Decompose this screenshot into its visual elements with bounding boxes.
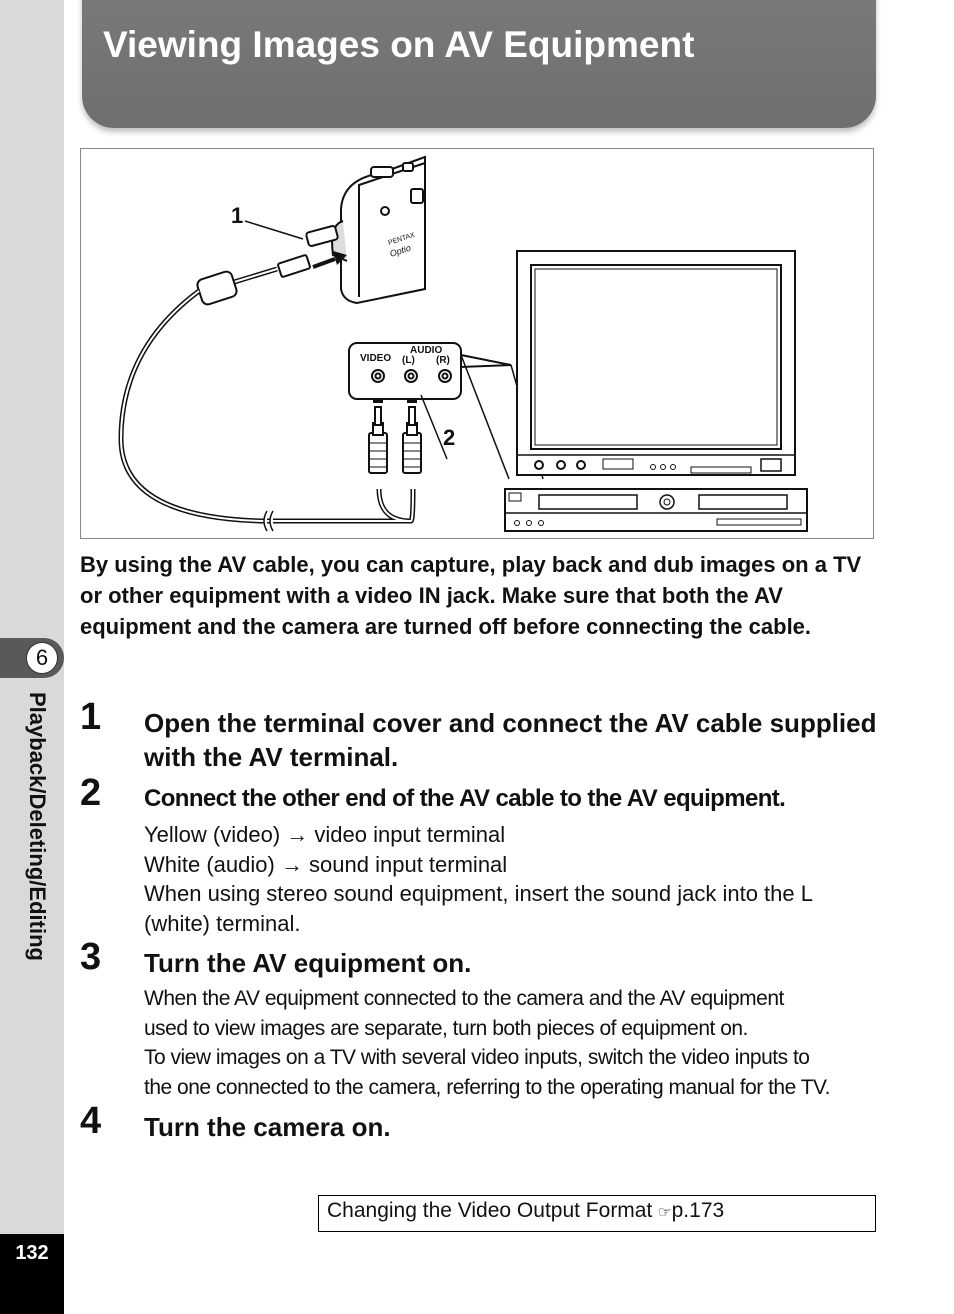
step-1-title: Open the terminal cover and connect the AV cable supplied with the AV terminal. (144, 708, 877, 772)
connection-illustration (80, 148, 874, 539)
reference-page[interactable]: p.173 (671, 1199, 725, 1222)
step-2-line-1: Yellow (video) → video input terminal (144, 822, 506, 847)
callout-1: 1 (231, 203, 244, 228)
page-number: 132 (15, 1242, 49, 1264)
jack-label-video: VIDEO (360, 353, 392, 364)
connection-diagram-svg (81, 149, 875, 540)
step-3-number: 3 (80, 936, 102, 978)
step-4-title: Turn the camera on. (144, 1112, 391, 1142)
cross-reference-box (318, 1195, 876, 1232)
tv-icon (517, 251, 795, 475)
chapter-title: Playback/Deleting/Editing (25, 692, 50, 961)
reference-text: Changing the Video Output Format (327, 1199, 653, 1222)
callout-1-leader (245, 221, 303, 239)
step-2-line-2: White (audio) → sound input terminal (144, 852, 508, 877)
rca-plugs (369, 407, 421, 473)
step-3-line-4: the one connected to the camera, referring to the operating manual for the TV. (144, 1076, 830, 1099)
svg-text:Optio: Optio (388, 242, 413, 259)
vcr-icon (505, 489, 807, 531)
step-3-line-3: To view images on a TV with several video inputs, switch the video inputs to (144, 1046, 810, 1069)
callout-2: 2 (443, 425, 456, 450)
page-title: Viewing Images on AV Equipment (103, 24, 695, 65)
jack-label-right: (R) (436, 355, 450, 366)
camera-icon (306, 157, 425, 303)
step-2-number: 2 (80, 772, 102, 814)
svg-text:PENTAX: PENTAX (387, 231, 416, 247)
step-1-number: 1 (80, 696, 102, 738)
av-cable (121, 291, 413, 521)
step-2-line-3: When using stereo sound equipment, insert the sound jack into the L (white) terminal. (144, 881, 813, 936)
pointing-hand-icon: ☞ (658, 1204, 672, 1221)
av-plug (196, 255, 311, 306)
jack-label-audio: AUDIO (410, 345, 443, 356)
chapter-number: 6 (26, 642, 58, 674)
step-3-line-1: When the AV equipment connected to the camera and the AV equipment (144, 987, 784, 1010)
chapter-tab (0, 638, 64, 678)
step-3-line-2: used to view images are separate, turn both pieces of equipment on. (144, 1017, 748, 1040)
step-3-title: Turn the AV equipment on. (144, 948, 472, 978)
jack-label-left: (L) (402, 355, 415, 366)
step-2-title: Connect the other end of the AV cable to the AV equipment. (144, 785, 786, 812)
intro-paragraph: By using the AV cable, you can capture, play back and dub images on a TV or other equipment with a video IN jack. Make sure that both the AV equipment and the camera are turned off before connecting the cable. (80, 552, 862, 639)
step-4-number: 4 (80, 1100, 102, 1142)
